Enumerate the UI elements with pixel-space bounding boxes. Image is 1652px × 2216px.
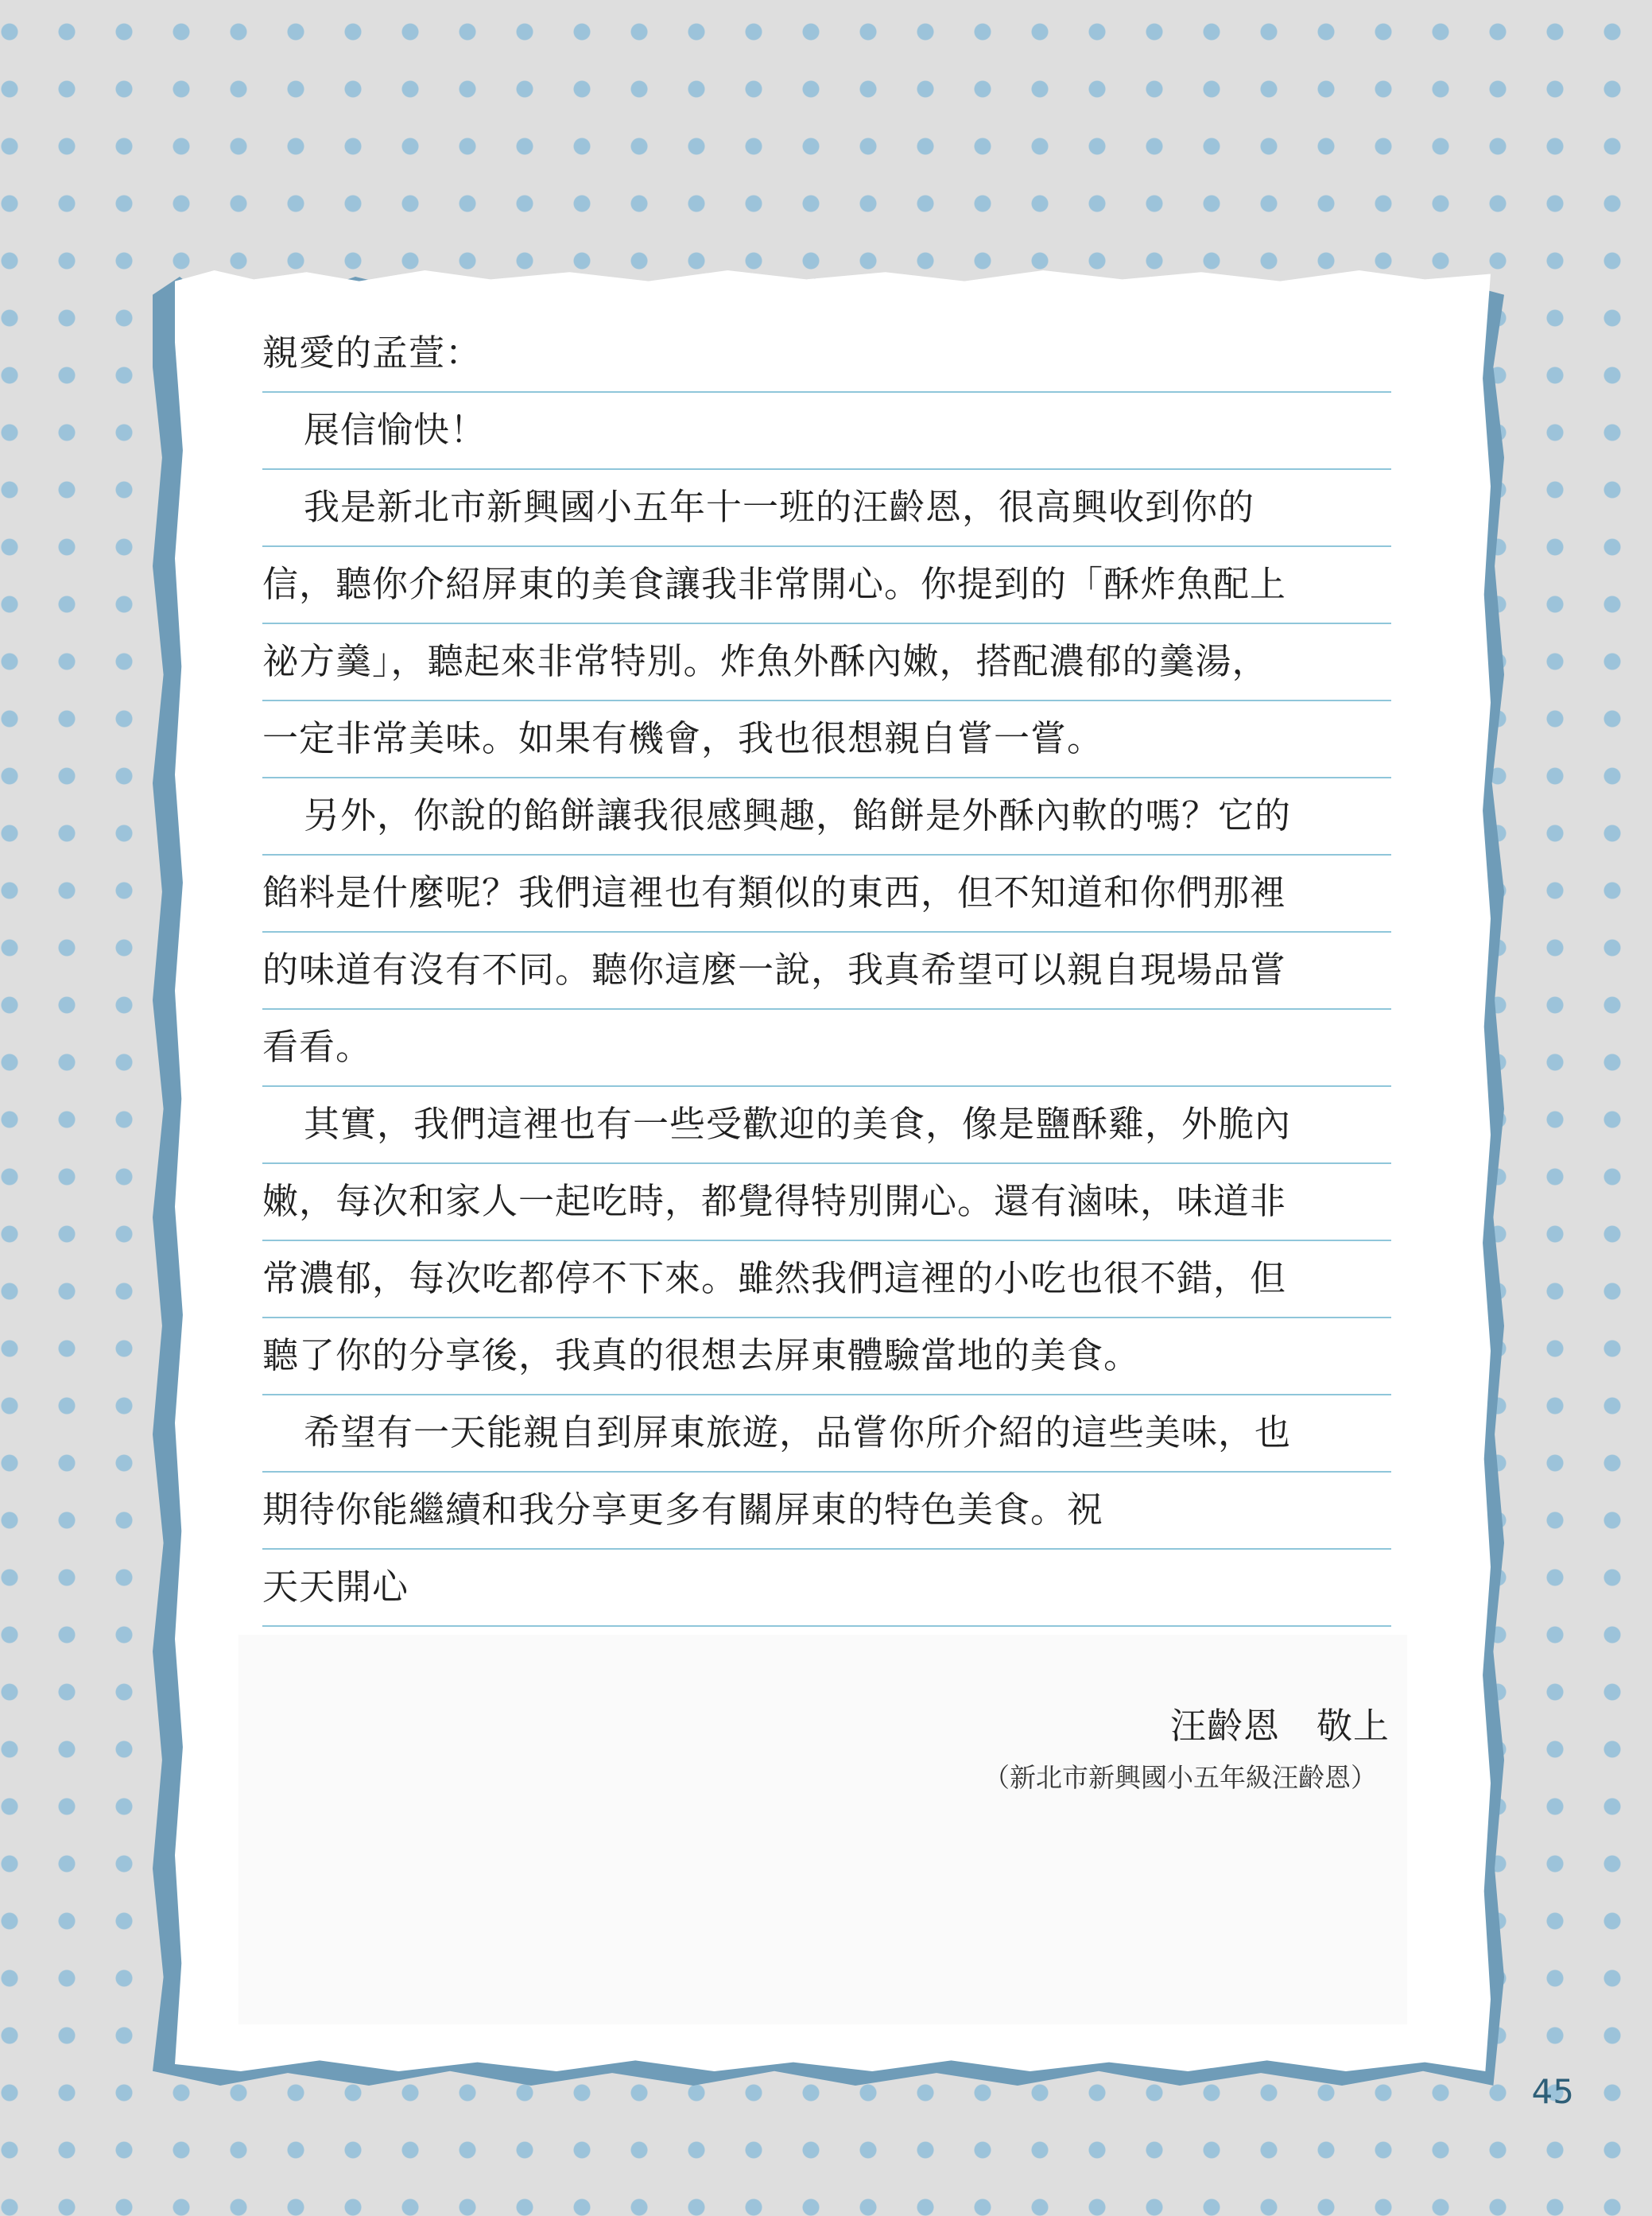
letter-line: 展信愉快！ xyxy=(262,393,1391,470)
page-number: 45 xyxy=(1531,2072,1574,2111)
letter-line: 期待你能繼續和我分享更多有關屏東的特色美食。祝 xyxy=(262,1473,1391,1550)
letter-line: 信，聽你介紹屏東的美食讓我非常開心。你提到的「酥炸魚配上 xyxy=(262,547,1391,624)
author-source: （新北市新興國小五年級汪齡恩） xyxy=(983,1762,1377,1793)
letter-line: 的味道有沒有不同。聽你這麼一說，我真希望可以親自現場品嘗 xyxy=(262,933,1391,1010)
letter-line: 一定非常美味。如果有機會，我也很想親自嘗一嘗。 xyxy=(262,701,1391,778)
letter-line: 希望有一天能親自到屏東旅遊，品嘗你所介紹的這些美味，也 xyxy=(262,1395,1391,1473)
letter-greeting: 親愛的孟萱： xyxy=(262,316,1391,393)
letter-line: 另外，你說的餡餅讓我很感興趣，餡餅是外酥內軟的嗎？它的 xyxy=(262,778,1391,856)
letter-line: 看看。 xyxy=(262,1010,1391,1087)
letter-line: 祕方羹」，聽起來非常特別。炸魚外酥內嫩，搭配濃郁的羹湯， xyxy=(262,624,1391,701)
letter-line: 餡料是什麼呢？我們這裡也有類似的東西，但不知道和你們那裡 xyxy=(262,856,1391,933)
signature-area-background xyxy=(238,1635,1407,2024)
letter-signature: 汪齡恩 敬上 xyxy=(1169,1705,1390,1747)
letter-closing: 天天開心 xyxy=(262,1550,1391,1627)
letter-line: 聽了你的分享後，我真的很想去屏東體驗當地的美食。 xyxy=(262,1318,1391,1395)
letter-line: 我是新北市新興國小五年十一班的汪齡恩，很高興收到你的 xyxy=(262,470,1391,547)
letter-line: 嫩，每次和家人一起吃時，都覺得特別開心。還有滷味，味道非 xyxy=(262,1164,1391,1241)
letter-line: 常濃郁，每次吃都停不下來。雖然我們這裡的小吃也很不錯，但 xyxy=(262,1241,1391,1318)
letter-line: 其實，我們這裡也有一些受歡迎的美食，像是鹽酥雞，外脆內 xyxy=(262,1087,1391,1164)
letter-body xyxy=(262,316,1391,1627)
